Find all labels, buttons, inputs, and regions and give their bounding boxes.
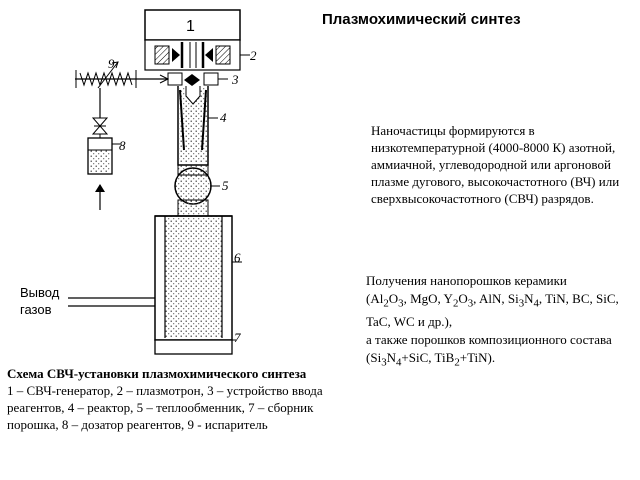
text-mid1: , MgO, — [403, 291, 444, 306]
heat-exchanger — [175, 165, 211, 216]
formula-comp-sub2: 4 — [396, 356, 402, 369]
formula-y2o3-sub1: 2 — [452, 297, 459, 310]
label-4: 4 — [220, 110, 227, 125]
collector-chamber — [155, 216, 232, 340]
text-mid2: , AlN, — [473, 291, 508, 306]
description-paragraph: Наночастицы формируются в низкотемпературной (4000-8000 К) азотной, аммиачной, углеводородной или аргоновой плазме дугового, высокочастотного (ВЧ) или сверхвысокочастотного (СВЧ) разрядов. — [371, 123, 620, 206]
ceramics-paragraph — [366, 272, 634, 371]
powder-collector — [155, 340, 232, 354]
label-6: 6 — [234, 250, 241, 265]
evaporator-coil — [76, 62, 136, 88]
label-8: 8 — [119, 138, 126, 153]
label-2: 2 — [250, 48, 257, 63]
valve — [93, 118, 107, 134]
gas-outlet-label: Вывод газов — [20, 285, 60, 317]
formula-y2o3-b: O — [458, 291, 468, 306]
text-mid3: , TiN, BC, SiC, TaC, WC и др.), — [366, 291, 619, 329]
reactor — [178, 86, 208, 165]
caption-legend: 1 – СВЧ-генератор, 2 – плазмотрон, 3 – устройство ввода реагентов, 4 – реактор, 5 – теплообменник, 7 – сборник порошка, 8 – дозатор реагентов, 9 - испаритель — [7, 383, 323, 432]
label-1: 1 — [186, 18, 195, 35]
label-9: 9 — [108, 56, 115, 71]
label-5: 5 — [222, 178, 229, 193]
formula-comp-sub1: 3 — [381, 356, 387, 369]
formula-si3n4-sub2: 4 — [533, 297, 539, 310]
formula-al2o3-b: O — [388, 291, 399, 306]
formula-comp-b: N — [386, 349, 396, 365]
formula-y2o3-sub2: 3 — [467, 297, 474, 310]
formula-si3n4-sub1: 3 — [518, 297, 525, 310]
formula-y2o3-a: Y — [443, 291, 453, 306]
ceramics-line1: Получения нанопорошков керамики — [366, 273, 567, 288]
formula-al2o3-sub1: 2 — [383, 297, 389, 310]
formula-comp-a: Si — [370, 349, 382, 365]
paren-open: ( — [366, 291, 371, 306]
formula-al2o3-sub2: 3 — [398, 297, 404, 310]
page-title: Плазмохимический синтез — [322, 11, 521, 28]
ceramics-line3: а также порошков композиционного состава ( — [366, 331, 612, 365]
formula-comp-c: +SiC, TiB — [401, 349, 455, 365]
formula-comp-sub3: 2 — [454, 356, 460, 369]
diagram-caption — [7, 365, 327, 433]
reagent-dispenser — [88, 138, 112, 174]
formula-al2o3-a: Al — [370, 291, 384, 306]
gas-outlet-pipe — [68, 298, 155, 306]
reagent-input-device — [168, 73, 228, 86]
caption-title: Схема СВЧ-установки плазмохимического синтеза — [7, 366, 307, 381]
plasmatron — [145, 40, 240, 70]
formula-comp-d: +TiN). — [459, 349, 496, 365]
formula-si3n4-b: N — [524, 291, 534, 306]
label-3: 3 — [232, 72, 239, 87]
label-7: 7 — [234, 330, 241, 345]
formula-si3n4-a: Si — [507, 291, 519, 306]
